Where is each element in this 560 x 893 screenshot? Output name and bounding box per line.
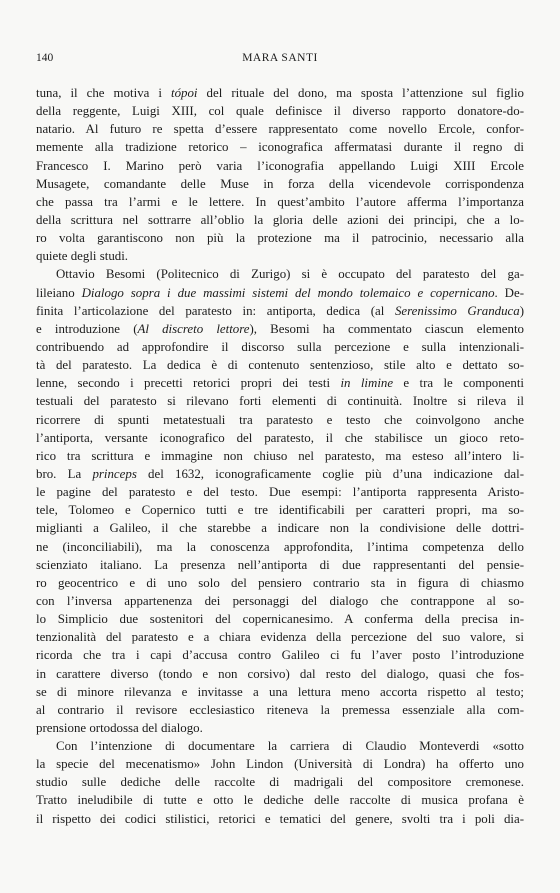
text-line xyxy=(36,120,524,138)
text-segment: della scrittura nel sottrarre all’oblio la gloria delle azioni dei principi, che a lo- xyxy=(36,212,524,227)
text-segment: al contrario il revisore ecclesiastico riteneva la premessa essenziale alla com- xyxy=(36,702,524,717)
text-line xyxy=(36,556,524,574)
text-segment: della reggente, Luigi XIII, col quale definisce il diverso rapporto donatore-do- xyxy=(36,104,524,119)
text-segment: se di minore rilevanza e invitasse a una lettura meno accorta rispetto al testo; xyxy=(36,684,524,699)
text-segment: memente alla tradizione retorico – iconografica affermatasi durante il regno di xyxy=(36,140,524,155)
text-segment: ro volta garantiscono non più la protezione ma il patrocinio, necessario alla xyxy=(36,231,524,246)
text-segment: del 1632, iconograficamente coglie più d’una indicazione dal- xyxy=(136,466,524,481)
text-segment: studio sulle dediche delle raccolte di madrigali del compositore cremonese. xyxy=(36,775,524,790)
text-segment: Francesco I. Marino però varia l’iconografia appellando Luigi XIII Ercole xyxy=(36,158,524,173)
text-segment: ne (inconciliabili), ma la conoscenza approfondita, l’intima competenza dello xyxy=(36,539,524,554)
text-segment: bro. La xyxy=(36,466,93,481)
text-segment: prensione ortodossa del dialogo. xyxy=(36,720,203,735)
text-segment: quiete degli studi. xyxy=(36,249,129,264)
text-segment: rico tra scrittura e immagine non chiuso nel paratesto, ma esteso all’intero li- xyxy=(36,448,524,463)
text-line xyxy=(36,175,524,193)
page-header xyxy=(36,52,524,68)
text-line xyxy=(36,138,524,156)
text-line xyxy=(36,719,524,737)
text-line xyxy=(36,538,524,556)
text-line xyxy=(36,701,524,719)
text-segment: che passa tra l’armi e le lettere. In quest’ambito l’autore afferma l’importanza xyxy=(36,194,524,209)
text-line xyxy=(36,646,524,664)
text-segment: con l’inversa appartenenza dei personaggi del dialogo che contrappone al so- xyxy=(36,593,524,608)
text-line xyxy=(36,102,524,120)
body-text xyxy=(36,84,524,828)
text-line xyxy=(36,737,524,755)
text-line xyxy=(36,211,524,229)
text-line xyxy=(36,338,524,356)
running-head: MARA SANTI xyxy=(242,52,318,64)
text-segment: le pagine del paratesto e del testo. Due esempi: l’antiporta rappresenta Aristo- xyxy=(36,485,524,500)
text-segment: la specie del mecenatismo» John Lindon (Università di Londra) ha offerto uno xyxy=(36,757,524,772)
text-line xyxy=(36,247,524,265)
text-line xyxy=(36,84,524,102)
text-line xyxy=(36,284,524,302)
text-line xyxy=(36,356,524,374)
text-segment: ricorrere di spunti metatestuali tra paratesto e testo che coinvolgono anche xyxy=(36,412,524,427)
text-line xyxy=(36,610,524,628)
text-line xyxy=(36,628,524,646)
text-segment: l’antiporta, versante iconografico del paratesto, il che stabilisce un gioco reto- xyxy=(36,430,524,445)
text-segment: Musagete, comandante delle Muse in forza della vicendevole corrispondenza xyxy=(36,176,524,191)
text-segment: . De- xyxy=(494,285,524,300)
text-line xyxy=(36,429,524,447)
text-line xyxy=(36,320,524,338)
italic-text: princeps xyxy=(92,466,137,481)
text-segment: Con l’intenzione di documentare la carriera di Claudio Monteverdi «sotto xyxy=(56,739,524,754)
text-segment: finita l’articolazione del paratesto in: antiporta, dedica (al xyxy=(36,303,395,318)
text-segment: lo Simplicio due sostenitori del copernicanesimo. A conferma della precisa in- xyxy=(36,612,524,627)
text-line xyxy=(36,302,524,320)
text-segment: ), Besomi ha commentato ciascun elemento xyxy=(249,321,524,336)
text-segment: miglianti a Galileo, il che starebbe a indicare non la condivisione delle dottri- xyxy=(36,521,524,536)
text-line xyxy=(36,193,524,211)
text-line xyxy=(36,810,524,828)
text-line xyxy=(36,574,524,592)
text-line xyxy=(36,501,524,519)
text-line xyxy=(36,755,524,773)
text-line xyxy=(36,465,524,483)
text-line xyxy=(36,411,524,429)
italic-text: Dialogo sopra i due massimi sistemi del mondo tolemaico e copernicano xyxy=(81,285,495,300)
text-segment: in carattere diverso (tondo e non corsivo) dal resto del dialogo, quasi che fos- xyxy=(36,666,524,681)
text-segment: ro geocentrico e di uno solo del pensiero contrario sta in figura di chiasmo xyxy=(36,575,524,590)
text-segment: Ottavio Besomi (Politecnico di Zurigo) si è occupato del paratesto del ga- xyxy=(56,267,524,282)
text-line xyxy=(36,519,524,537)
page-number: 140 xyxy=(36,52,54,64)
text-line xyxy=(36,665,524,683)
text-line xyxy=(36,374,524,392)
text-segment: tele, Tolomeo e Copernico tutti e tre identificabili per caratteri propri, ma so- xyxy=(36,503,524,518)
text-line xyxy=(36,773,524,791)
text-line xyxy=(36,483,524,501)
text-segment: Tratto ineludibile di tutte e otto le dediche delle raccolte di musica profana è xyxy=(36,793,524,808)
text-line xyxy=(36,265,524,283)
text-segment: e introduzione ( xyxy=(36,321,138,336)
italic-text: in limine xyxy=(340,376,394,391)
text-segment: lileiano xyxy=(36,285,82,300)
text-line xyxy=(36,592,524,610)
text-segment: ricorda che tra i capi d’accusa contro Galileo ci fu l’aver posto l’introduzione xyxy=(36,648,524,663)
text-segment: tenzionalità del paratesto e a chiara evidenza della percezione del suo valore, si xyxy=(36,630,524,645)
text-segment: natario. Al futuro re spetta d’essere rappresentato come novello Ercole, confor- xyxy=(36,122,524,137)
text-line xyxy=(36,791,524,809)
italic-text: Al discreto lettore xyxy=(137,321,250,336)
italic-text: tópoi xyxy=(171,86,198,100)
text-segment: il rispetto dei codici stilistici, retorici e tematici del genere, svolti tra i poli dia- xyxy=(36,811,524,826)
text-line xyxy=(36,392,524,410)
italic-text: Serenissimo Granduca xyxy=(394,303,520,318)
text-line xyxy=(36,683,524,701)
text-line xyxy=(36,447,524,465)
text-segment: tà del paratesto. La dedica è di contenuto sentenzioso, stile alto e dettato so- xyxy=(36,358,524,373)
text-line xyxy=(36,157,524,175)
text-line xyxy=(36,229,524,247)
text-segment: tuna, il che motiva i xyxy=(36,86,172,100)
text-segment: lenne, secondo i precetti retorici propri dei testi xyxy=(36,376,341,391)
text-segment: del rituale del dono, ma sposta l’attenzione sul figlio xyxy=(197,86,524,100)
text-segment: e tra le componenti xyxy=(393,376,524,391)
text-segment: testuali del paratesto si rilevano forti elementi di continuità. Inoltre si rileva il xyxy=(36,394,524,409)
text-segment: ) xyxy=(519,303,524,318)
text-segment: contribuendo ad approfondire il discorso sulla percezione e sulla intenzionali- xyxy=(36,339,524,354)
text-segment: scienziato italiano. La presenza nell’antiporta di due rappresentanti del pensie- xyxy=(36,557,524,572)
